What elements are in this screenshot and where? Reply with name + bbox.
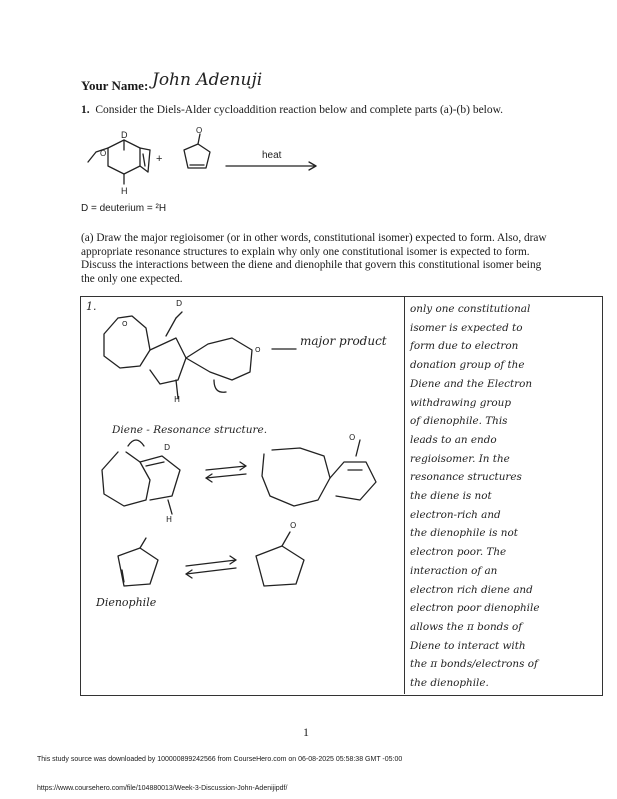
dienophile-o-atom: O [290,521,297,530]
product-d-atom: D [176,299,183,308]
explanation-line: electron poor dienophile [410,602,540,615]
explanation-line: electron poor. The [410,546,507,559]
student-name: John Adenuji [152,70,263,90]
diene-label: Diene - Resonance structure. [112,424,268,436]
explanation-line: withdrawing group [410,396,511,409]
explanation-line: resonance structures [410,471,522,484]
resonance-h-atom: H [166,515,173,524]
lactone-o-atom: O [196,126,203,135]
explanation-text [410,300,598,693]
page-number: 1 [303,725,309,739]
explanation-line: isomer is expected to [410,321,523,334]
explanation-line: of dienophile. This [410,415,508,428]
explanation-line: the π bonds/electrons of [410,658,538,671]
explanation-line: form due to electron [410,340,519,353]
explanation-line: only one constitutional [410,303,531,315]
resonance-d-atom: D [164,443,171,452]
diene-h-atom: H [121,186,128,196]
explanation-line: allows the π bonds of [410,620,523,633]
product-o-right: O [255,346,261,354]
resonance-o-right: O [349,433,356,442]
reaction-dienophile [184,126,210,168]
explanation-line: leads to an endo [410,433,497,446]
plus-sign: + [156,153,163,165]
diene-o-atom: O [100,149,107,158]
explanation-line: interaction of an [410,564,498,577]
source-url[interactable]: https://www.coursehero.com/file/104880013/Week-3-Discussion-John-Adenijipdf/ [37,785,288,792]
deuterium-note: D = deuterium = ²H [81,203,167,214]
reaction-diene [88,130,150,196]
dienophile-label: Dienophile [96,596,157,609]
product-label: major product [300,334,387,348]
explanation-line: Diene to interact with [410,639,526,652]
diene-d-atom: D [121,130,128,140]
explanation-line: the dienophile is not [410,527,518,540]
explanation-line: regioisomer. In the [410,452,510,465]
question-number: 1. [81,104,90,116]
question-body: Consider the Diels-Alder cycloaddition reaction below and complete parts (a)-(b) below. [95,104,504,116]
product-o-left: O [122,320,128,328]
explanation-line: electron rich diene and [410,583,533,596]
explanation-line: electron-rich and [410,508,501,521]
product-h-atom: H [174,395,181,404]
part-a-prompt: (a) Draw the major regioisomer (or in other words, constitutional isomer) expected to form. Also, draw appropriate resonance structures to explain why only one constitutional isomer is expected to form. Discuss the interactions between the diene and dienophile that govern this constitutional isomer being the only one expected. [81,232,547,285]
explanation-line: donation group of the [410,359,525,372]
name-label: Your Name: [81,78,149,93]
answer-item-number: 1. [86,300,97,313]
download-notice: This study source was downloaded by 100000899242566 from CourseHero.com on 06-08-2025 05:58:38 GMT -05:00 [37,756,403,763]
arrow-label: heat [262,150,282,161]
explanation-line: Diene and the Electron [410,377,533,390]
answer-box-divider [404,296,405,694]
explanation-line: the dienophile. [410,677,489,690]
explanation-line: the diene is not [410,490,492,503]
